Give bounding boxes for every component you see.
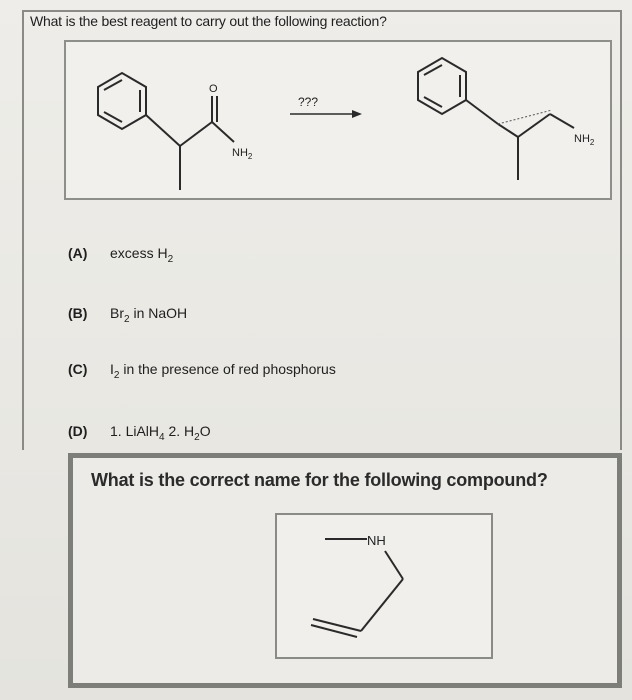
reaction-arrow bbox=[290, 110, 362, 118]
reaction-drawing bbox=[66, 42, 614, 202]
option-c[interactable]: (C) $I_2$ in the presence of red phosphorus bbox=[68, 361, 336, 381]
arrow-label: ??? bbox=[298, 95, 319, 109]
question-1-text: What is the best reagent to carry out the following reaction? bbox=[30, 13, 387, 29]
product-nh2-label: $NH_2$ bbox=[574, 133, 595, 147]
option-d-letter: (D) bbox=[68, 423, 88, 439]
reaction-scheme bbox=[64, 40, 612, 200]
reactant-oxygen-label: O bbox=[209, 83, 218, 95]
option-d[interactable]: (D) 1. LiAlH$_4$ 2. $H_2O$ bbox=[68, 423, 211, 443]
compound-nh-label: NH bbox=[367, 533, 386, 548]
option-a-letter: (A) bbox=[68, 245, 88, 261]
reactant-nh2-label: $NH_2$ bbox=[232, 147, 253, 161]
question-2-panel bbox=[68, 453, 622, 688]
product-benzene-ring bbox=[418, 58, 466, 114]
option-b[interactable]: (B) $Br_2$ in NaOH bbox=[68, 305, 188, 325]
reactant-benzene-ring bbox=[98, 73, 146, 129]
product-structure bbox=[418, 58, 574, 180]
option-c-letter: (C) bbox=[68, 361, 88, 377]
option-a[interactable]: (A) excess $H_2$ bbox=[68, 245, 174, 265]
question-2-text: What is the correct name for the following compound? bbox=[91, 470, 548, 490]
compound-drawing bbox=[277, 515, 495, 661]
compound-structure bbox=[275, 513, 493, 659]
option-b-letter: (B) bbox=[68, 305, 88, 321]
